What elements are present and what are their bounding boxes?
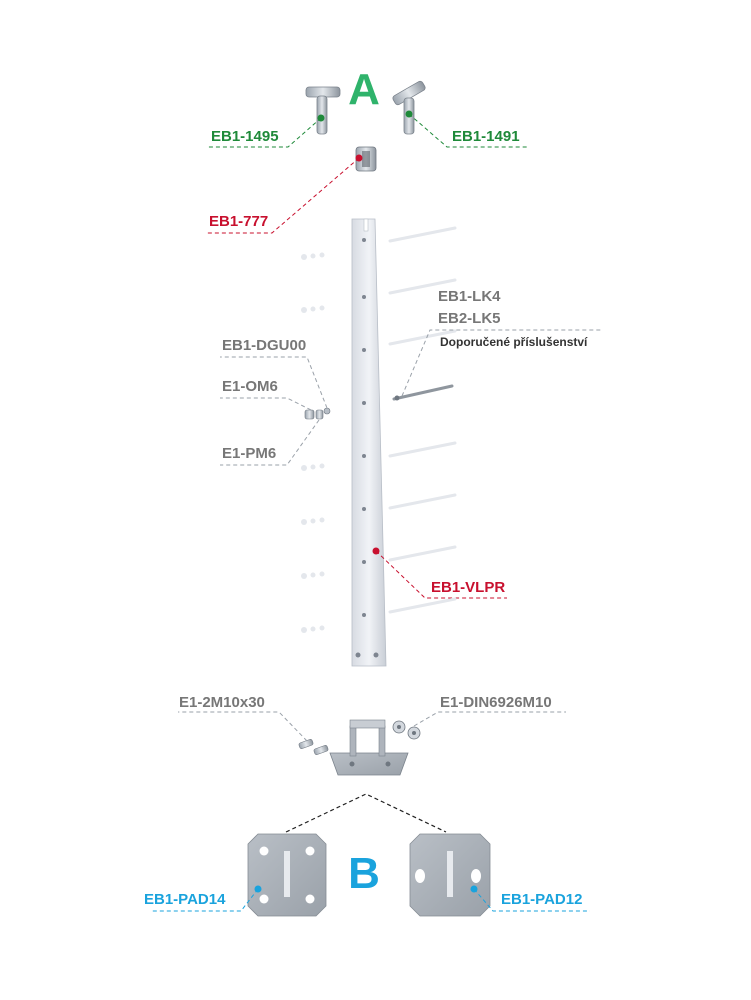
faint-fittings (301, 253, 325, 634)
leader-e1-2m10x30 (178, 712, 307, 741)
post-profile (352, 219, 386, 666)
section-b-letter: B (348, 849, 380, 898)
bolts-part (298, 739, 328, 755)
handrail-holder-left (306, 87, 340, 134)
label-eb1-dgu00: EB1-DGU00 (222, 337, 307, 354)
handrail-holder-right (392, 80, 426, 134)
leader-e1-din6926m10 (414, 712, 566, 726)
leader-e1-om6 (220, 398, 311, 410)
label-eb1-pad14: EB1-PAD14 (144, 891, 226, 908)
pad-right-part (410, 834, 490, 916)
label-eb1-1491: EB1-1491 (452, 128, 520, 145)
pad-left-part (248, 834, 326, 916)
label-eb1-777: EB1-777 (209, 213, 269, 230)
label-e1-din6926m10: E1-DIN6926M10 (440, 694, 552, 711)
side-fittings-part (305, 408, 330, 419)
section-a-letter: A (348, 65, 380, 114)
label-eb2-lk5: EB2-LK5 (438, 310, 501, 327)
label-eb1-vlpr: EB1-VLPR (431, 579, 506, 596)
faint-rods (390, 228, 455, 612)
washers-part (393, 721, 420, 739)
label-eb1-lk4: EB1-LK4 (438, 288, 501, 305)
label-e1-2m10x30: E1-2M10x30 (179, 694, 265, 711)
label-e1-pm6: E1-PM6 (222, 445, 277, 462)
label-eb1-1495: EB1-1495 (211, 128, 279, 145)
pad-guide-lines (286, 794, 446, 832)
label-e1-om6: E1-OM6 (222, 378, 278, 395)
label-recommended-accessories: Doporučené příslušenství (440, 335, 588, 349)
label-eb1-pad12: EB1-PAD12 (501, 891, 583, 908)
